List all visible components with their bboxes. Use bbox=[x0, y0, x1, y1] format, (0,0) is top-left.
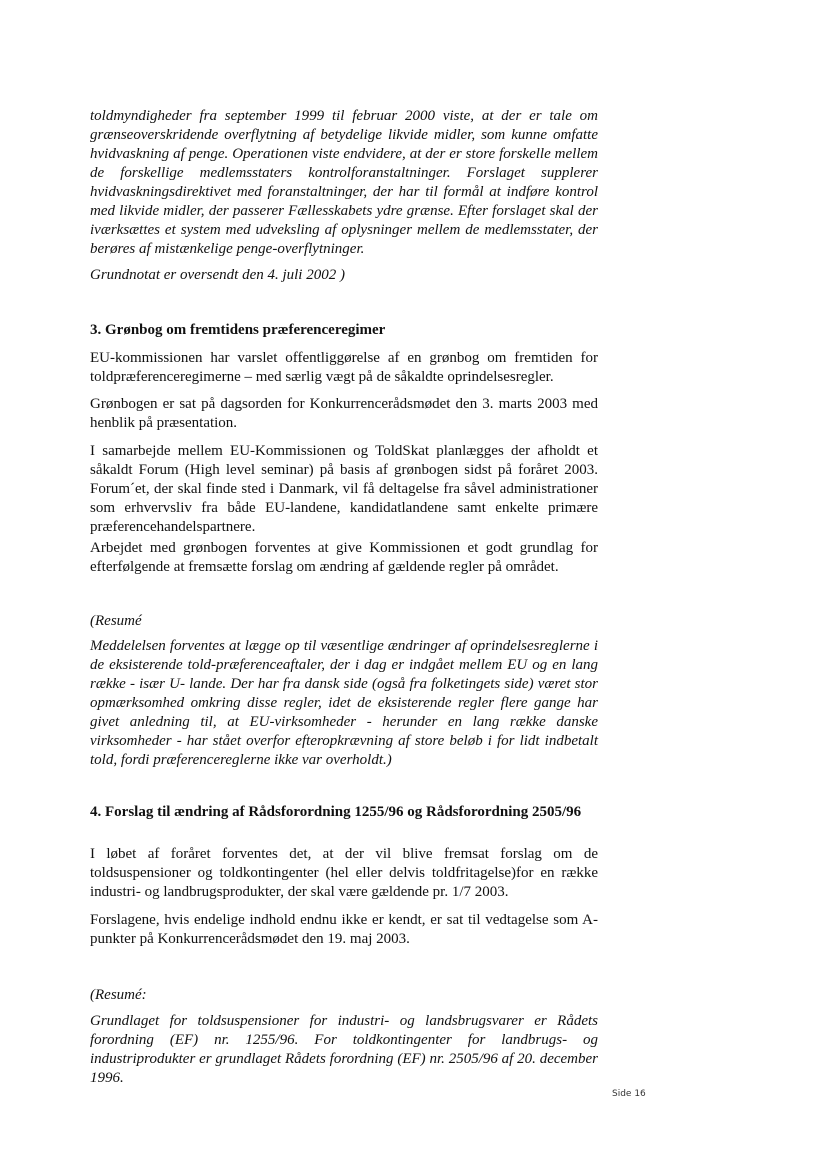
section-3-paragraph: I samarbejde mellem EU-Kommissionen og ToldSkat planlægges der afholdt et såkaldt Forum (High level seminar) på basis af grønbogen sidst på foråret 2003. Forum´et, der skal finde sted i Danmark, vil få deltagelse fra såvel administrationer som erhvervsliv fra både EU-landene, kandidatlandene samt enkelte primære præferencehandelspartnere. bbox=[90, 443, 598, 535]
section-4-paragraph: Forslagene, hvis endelige indhold endnu ikke er kendt, er sat til vedtagelse som A-punkter på Konkurrencerådsmødet den 19. maj 2003. bbox=[90, 912, 598, 947]
section-3-resume-label: (Resumé bbox=[90, 613, 142, 629]
section-4-paragraph: I løbet af foråret forventes det, at der vil blive fremsat forslag om de toldsuspensioner og toldkontingenter (hel eller delvis toldfritagelse)for en række industri- og landbrugsprodukter, der skal være gældende pr. 1/7 2003. bbox=[90, 846, 598, 900]
section-3-paragraph: Grønbogen er sat på dagsorden for Konkurrencerådsmødet den 3. marts 2003 med henblik på præsentation. bbox=[90, 396, 598, 431]
section-3-paragraph: EU-kommissionen har varslet offentliggørelse af en grønbog om fremtiden for toldpræferenceregimerne – med særlig vægt på de såkaldte oprindelsesregler. bbox=[90, 350, 598, 385]
section-4-heading: 4. Forslag til ændring af Rådsforordning 1255/96 og Rådsforordning 2505/96 bbox=[90, 804, 582, 820]
section-4-resume-label: (Resumé: bbox=[90, 987, 147, 1003]
section-4-resume-text: Grundlaget for toldsuspensioner for industri- og landsbrugsvarer er Rådets forordning (EF) nr. 1255/96. For toldkontingenter for landbrugs- og industriprodukter er grundlaget Rådets forordning (EF) nr. 2505/96 af 20. december 1996. bbox=[90, 1013, 598, 1086]
section-3-heading: 3. Grønbog om fremtidens præferenceregimer bbox=[90, 322, 386, 338]
section-3-resume-text: Meddelelsen forventes at lægge op til væsentlige ændringer af oprindelsesreglerne i de eksisterende told-præferenceaftaler, der i dag er indgået mellem EU og en lang række - især U- lande. Der har fra dansk side (også fra folketingets side) været stor opmærksomhed omkring disse regler, idet de eksisterende regler flere gange har givet anledning til, at EU-virksomheder - herunder en lang række danske virksomheder - har stået overfor efteropkrævning af store beløb i for lidt indbetalt told, fordi præferencereglerne ikke var overholdt.) bbox=[90, 638, 598, 768]
section-3-paragraph: Arbejdet med grønbogen forventes at give Kommissionen et godt grundlag for efterfølgende at fremsætte forslag om ændring af gældende regler på området. bbox=[90, 540, 598, 575]
page-number: Side 16 bbox=[612, 1089, 646, 1099]
grundnotat-note: Grundnotat er oversendt den 4. juli 2002 ) bbox=[90, 267, 345, 283]
intro-paragraph: toldmyndigheder fra september 1999 til februar 2000 viste, at der er tale om grænseoverskridende overflytning af betydelige likvide midler, som kunne omfatte hvidvaskning af penge. Operationen viste endvidere, at der er store forskelle mellem de forskellige medlemsstaters kontrolforanstaltninger. Forslaget supplerer hvidvaskningsdirektivet med foranstaltninger, der har til formål at indføre kontrol med likvide midler, der passerer Fællesskabets ydre grænse. Efter forslaget skal der iværksættes et system med udveksling af oplysninger mellem de medlemsstater, der berøres af mistænkelige penge-overflytninger. bbox=[90, 108, 598, 257]
